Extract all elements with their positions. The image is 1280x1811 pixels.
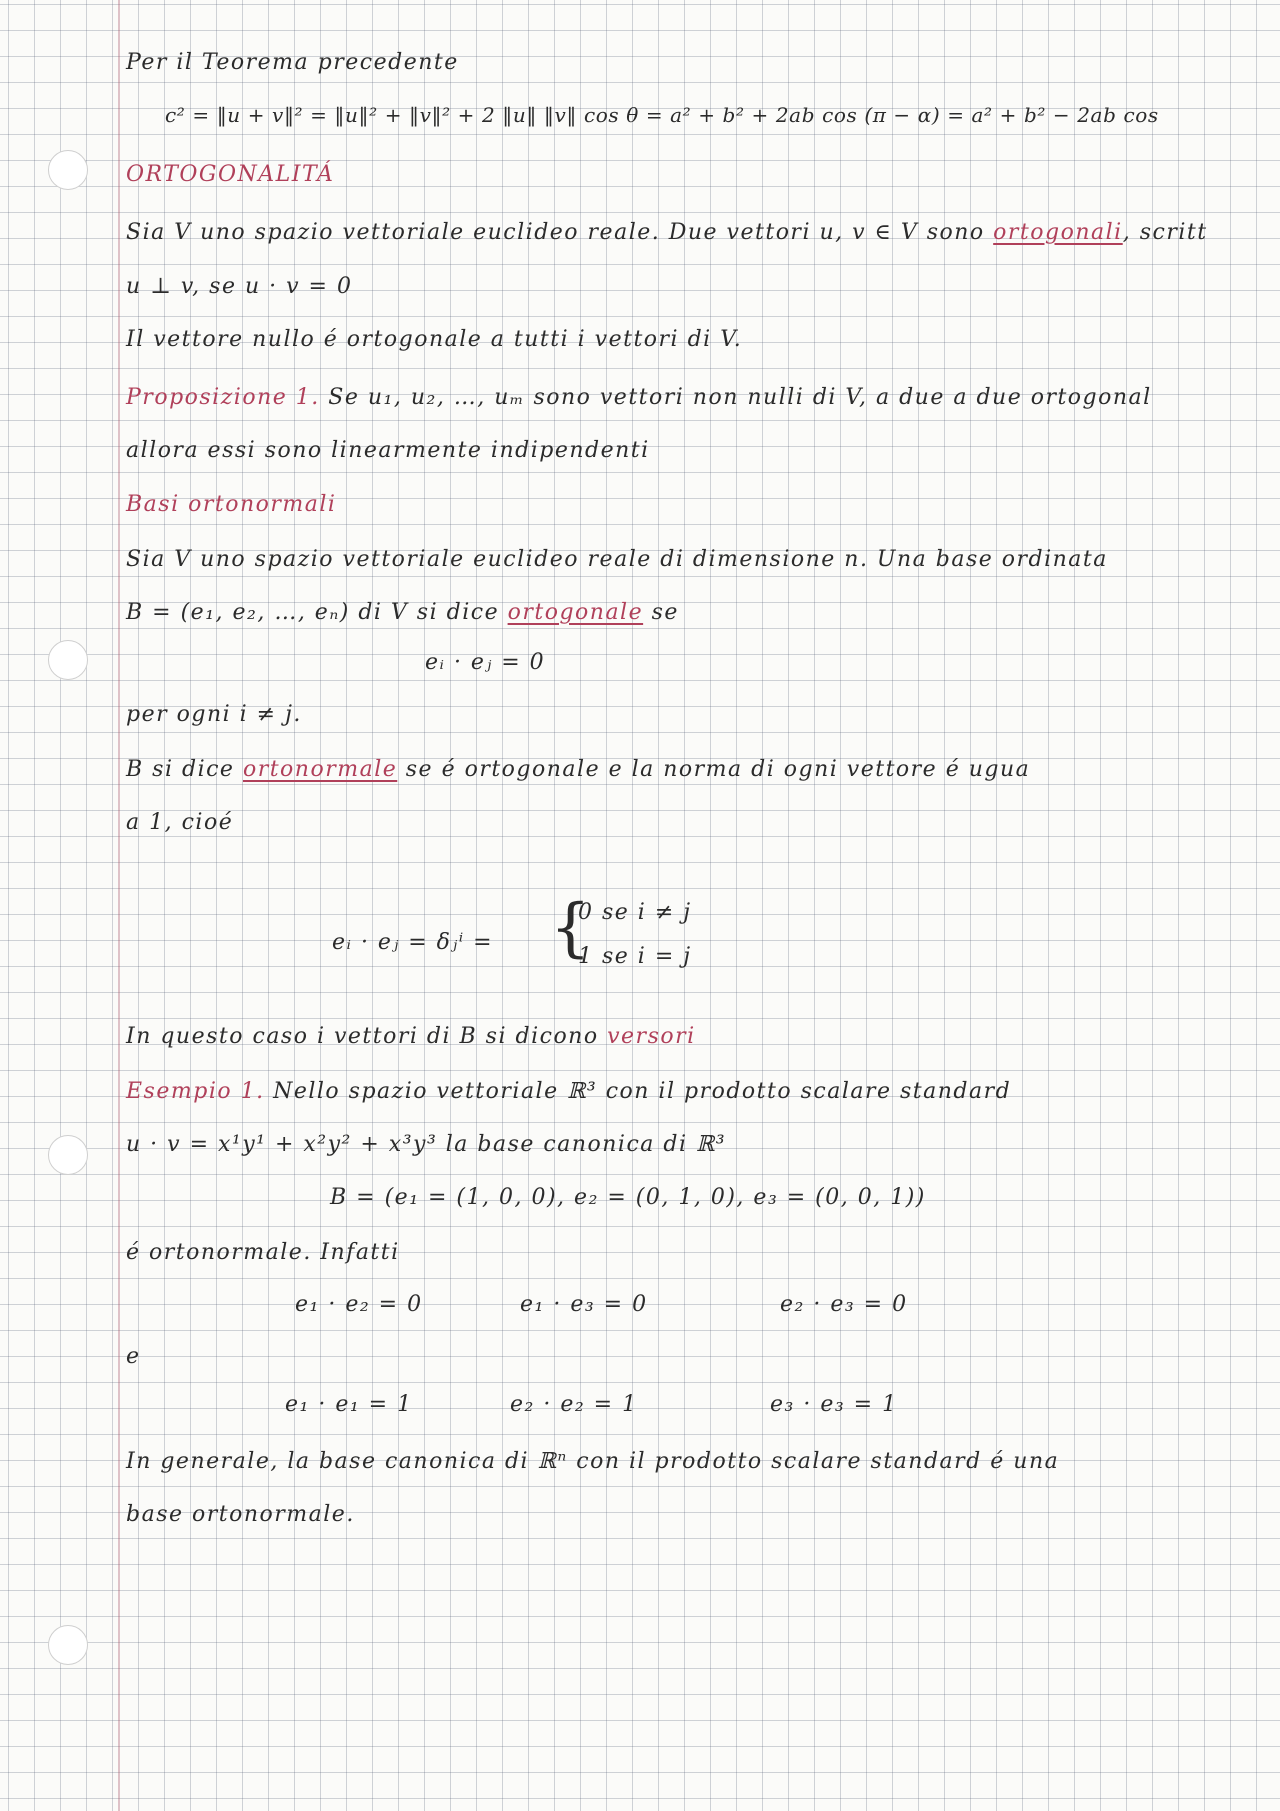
- index-condition: per ogni i ≠ j.: [126, 702, 302, 727]
- kronecker-case-zero: 0 se i ≠ j: [578, 900, 692, 925]
- kronecker-lhs: eᵢ · eⱼ = δⱼⁱ =: [332, 930, 494, 955]
- margin-line: [118, 0, 120, 1811]
- versori-text: In questo caso i vettori di B si dicono: [126, 1024, 599, 1049]
- term-ortogonale: ortogonale: [507, 600, 644, 625]
- dot-e1-e2: e₁ · e₂ = 0: [295, 1292, 423, 1317]
- versori-line: [126, 1022, 696, 1052]
- dot-e2-e2: e₂ · e₂ = 1: [510, 1392, 638, 1417]
- definition-line: [126, 218, 1208, 248]
- binder-hole: [48, 640, 88, 680]
- orthogonal-notation: u ⊥ v, se u · v = 0: [126, 274, 353, 299]
- example-line: [126, 1077, 1011, 1107]
- cosine-law-equation: c² = ‖u + v‖² = ‖u‖² + ‖v‖² + 2 ‖u‖ ‖v‖ cos θ = a² + b² + 2ab cos (π − α) = a² + b² − 2ab cos: [165, 103, 1159, 127]
- conjunction-e: e: [126, 1344, 141, 1369]
- brace-glyph: {: [550, 891, 591, 965]
- canonical-basis-equation: B = (e₁ = (1, 0, 0), e₂ = (0, 1, 0), e₃ = (0, 0, 1)): [330, 1185, 926, 1210]
- heading-ortogonalita: ORTOGONALITÁ: [126, 162, 335, 187]
- proposition-text: Se u₁, u₂, …, uₘ sono vettori non nulli di V, a due a due ortogonal: [328, 385, 1152, 410]
- proposition-conclusion: allora essi sono linearmente indipendenti: [126, 438, 650, 463]
- binder-hole: [48, 1135, 88, 1175]
- null-vector-statement: Il vettore nullo é ortogonale a tutti i vettori di V.: [126, 327, 743, 352]
- proposition-line: [126, 383, 1152, 413]
- example-text: Nello spazio vettoriale ℝ³ con il prodotto scalare standard: [273, 1079, 1012, 1104]
- dot-e3-e3: e₃ · e₃ = 1: [770, 1392, 898, 1417]
- orthonormal-text-end: se é ortogonale e la norma di ogni vettore é ugua: [405, 757, 1031, 782]
- dot-e1-e3: e₁ · e₃ = 0: [520, 1292, 648, 1317]
- term-ortogonali: ortogonali: [993, 220, 1123, 245]
- general-statement: In generale, la base canonica di ℝⁿ con il prodotto scalare standard é una: [126, 1449, 1060, 1474]
- basis-text-end: se: [651, 600, 679, 625]
- proposition-label: Proposizione 1.: [126, 385, 320, 410]
- heading-basi-ortonormali: Basi ortonormali: [126, 492, 337, 517]
- orthonormal-cioe: a 1, cioé: [126, 810, 234, 835]
- orthogonality-condition: eᵢ · eⱼ = 0: [425, 650, 546, 675]
- basis-text: B = (e₁, e₂, …, eₙ) di V si dice: [126, 600, 500, 625]
- orthonormal-claim: é ortonormale. Infatti: [126, 1240, 400, 1265]
- orthogonal-basis-line: [126, 598, 679, 628]
- scalar-product-line: u · v = x¹y¹ + x²y² + x³y³ la base canonica di ℝ³: [126, 1132, 727, 1157]
- basis-definition-line: Sia V uno spazio vettoriale euclideo reale di dimensione n. Una base ordinata: [126, 547, 1108, 572]
- binder-hole: [48, 1625, 88, 1665]
- general-statement-end: base ortonormale.: [126, 1502, 355, 1527]
- term-versori: versori: [607, 1024, 696, 1049]
- orthonormal-text: B si dice: [126, 757, 235, 782]
- definition-text-end: , scritt: [1122, 220, 1208, 245]
- binder-hole: [48, 150, 88, 190]
- kronecker-case-one: 1 se i = j: [578, 944, 692, 969]
- intro-line: Per il Teorema precedente: [126, 50, 459, 75]
- example-label: Esempio 1.: [126, 1079, 265, 1104]
- term-ortonormale: ortonormale: [242, 757, 398, 782]
- orthonormal-definition-line: [126, 755, 1030, 785]
- dot-e1-e1: e₁ · e₁ = 1: [285, 1392, 413, 1417]
- dot-e2-e3: e₂ · e₃ = 0: [780, 1292, 908, 1317]
- definition-text: Sia V uno spazio vettoriale euclideo reale. Due vettori u, v ∈ V sono: [126, 220, 985, 245]
